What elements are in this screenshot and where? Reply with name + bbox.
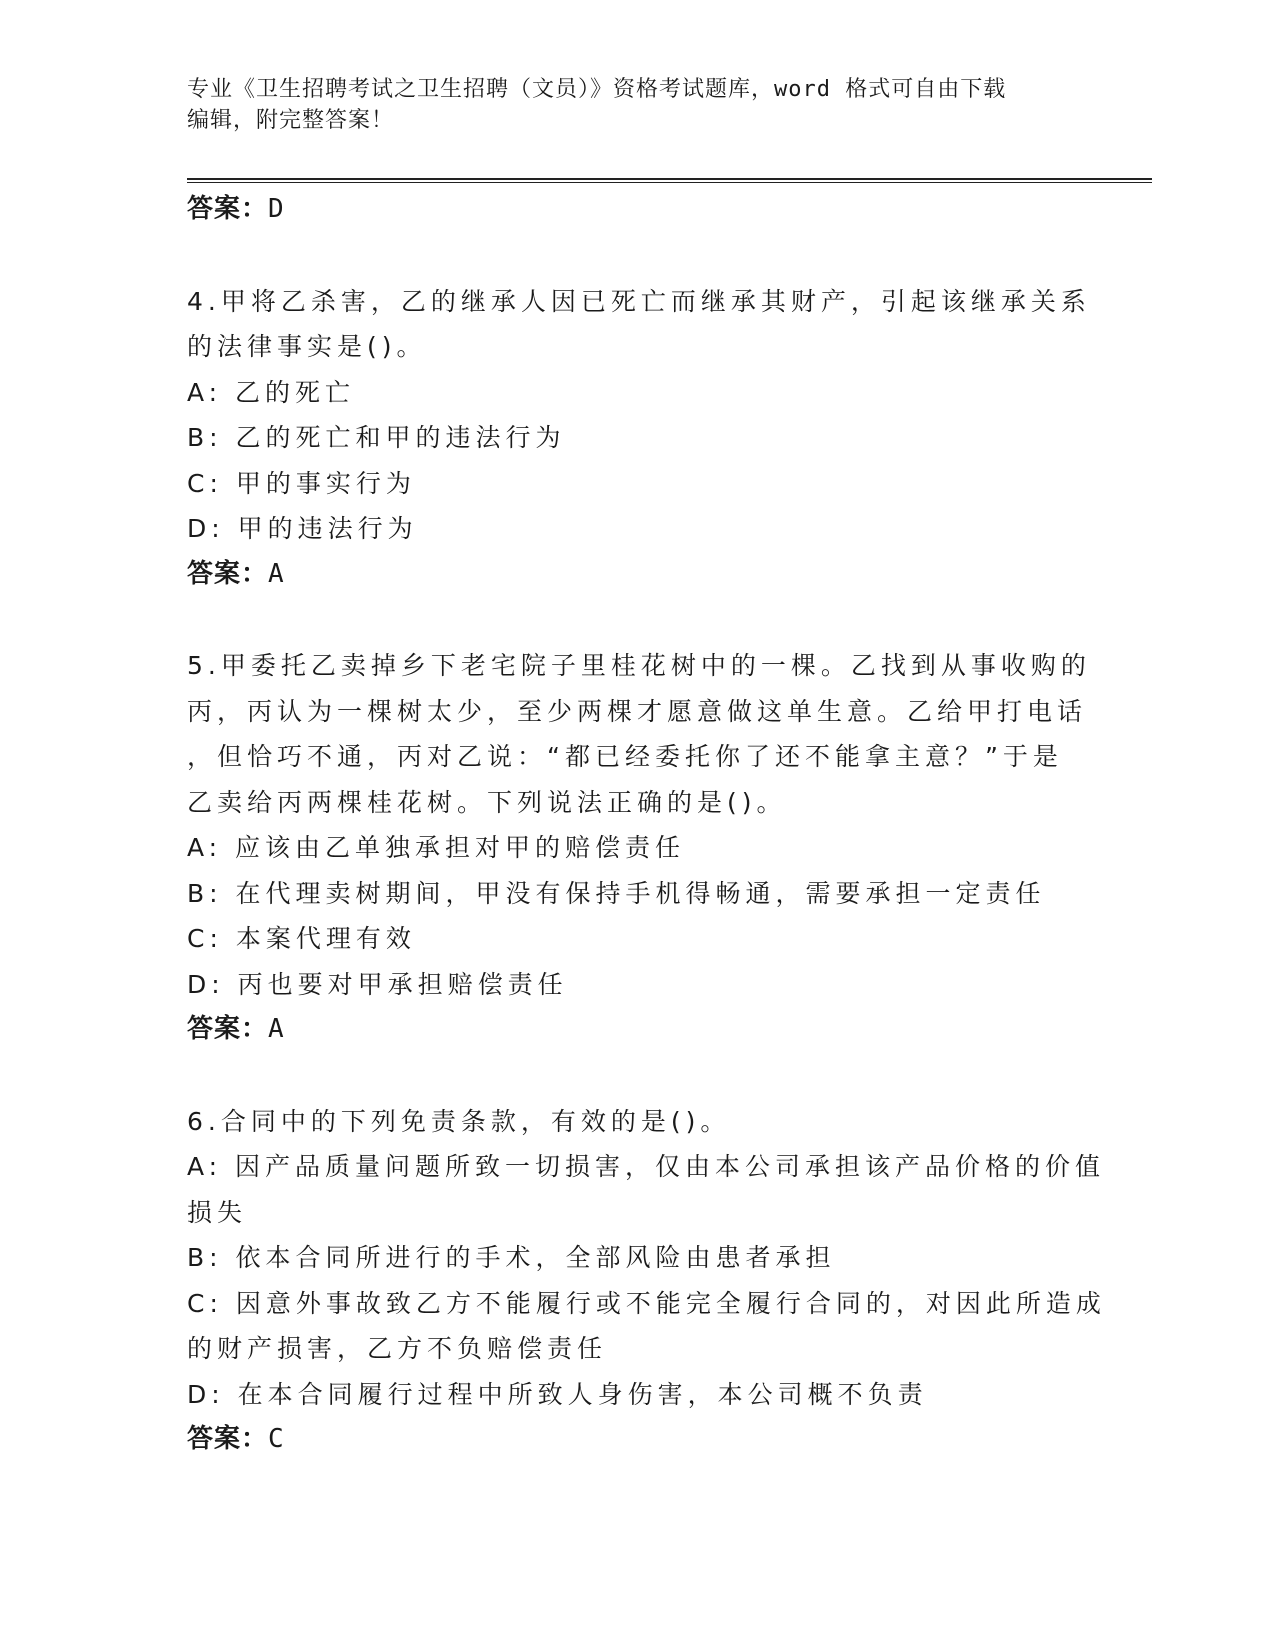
question-stem-line: 6.合同中的下列免责条款，有效的是()。 [187, 1106, 731, 1136]
question-stem-line: 的法律事实是()。 [187, 332, 427, 361]
answer-line [187, 552, 1087, 598]
option-b: B: 依本合同所进行的手术，全部风险由患者承担 [187, 1243, 836, 1272]
question-stem-line: 5.甲委托乙卖掉乡下老宅院子里桂花树中的一棵。乙找到从事收购的 [187, 651, 1091, 680]
answer-line [187, 1007, 1087, 1053]
answer-line [187, 1417, 1087, 1463]
header-rule-thin [187, 182, 1152, 183]
header-rule-thick [187, 178, 1152, 180]
question-5 [187, 643, 1091, 1053]
question-stem-line: 4.甲将乙杀害，乙的继承人因已死亡而继承其财产，引起该继承关系 [187, 286, 1091, 316]
option-b: B: 在代理卖树期间，甲没有保持手机得畅通，需要承担一定责任 [187, 878, 1046, 908]
option-a-continued: 损失 [187, 1197, 248, 1227]
answer-label: 答案： [187, 1424, 269, 1454]
option-a: A: 因产品质量问题所致一切损害，仅由本公司承担该产品价格的价值 [187, 1152, 1106, 1181]
option-d: D: 甲的违法行为 [187, 514, 418, 543]
document-header [187, 74, 1087, 136]
answer-line-previous [187, 187, 1087, 233]
question-stem-line: ，但恰巧不通，丙对乙说：“都已经委托你了还不能拿主意？”于是 [187, 742, 1063, 771]
answer-value: A [268, 558, 285, 589]
question-stem-line: 乙卖给丙两棵桂花树。下列说法正确的是()。 [187, 787, 787, 817]
answer-label: 答案： [187, 558, 269, 589]
option-b: B: 乙的死亡和甲的违法行为 [187, 423, 566, 452]
header-line-1: 专业《卫生招聘考试之卫生招聘（文员）》资格考试题库，word 格式可自由下载 [187, 77, 1007, 102]
answer-value: A [268, 1014, 285, 1044]
option-c-continued: 的财产损害，乙方不负赔偿责任 [187, 1334, 608, 1363]
answer-value: D [268, 194, 285, 224]
header-line-2: 编辑，附完整答案！ [187, 108, 395, 133]
answer-label: 答案： [187, 1014, 269, 1044]
option-c: C: 甲的事实行为 [187, 468, 416, 498]
option-a: A: 乙的死亡 [187, 377, 356, 407]
answer-label: 答案： [187, 194, 269, 224]
question-list [187, 187, 1106, 1463]
option-a: A: 应该由乙单独承担对甲的赔偿责任 [187, 833, 686, 862]
answer-value: C [268, 1424, 285, 1454]
question-4 [187, 279, 1091, 598]
question-stem-line: 丙，丙认为一棵树太少，至少两棵才愿意做这单生意。乙给甲打电话 [187, 696, 1088, 726]
option-d: D: 在本合同履行过程中所致人身伤害，本公司概不负责 [187, 1379, 928, 1409]
question-6 [187, 1099, 1106, 1463]
option-c: C: 本案代理有效 [187, 924, 416, 953]
option-d: D: 丙也要对甲承担赔偿责任 [187, 969, 568, 999]
option-c: C: 因意外事故致乙方不能履行或不能完全履行合同的，对因此所造成 [187, 1288, 1106, 1318]
